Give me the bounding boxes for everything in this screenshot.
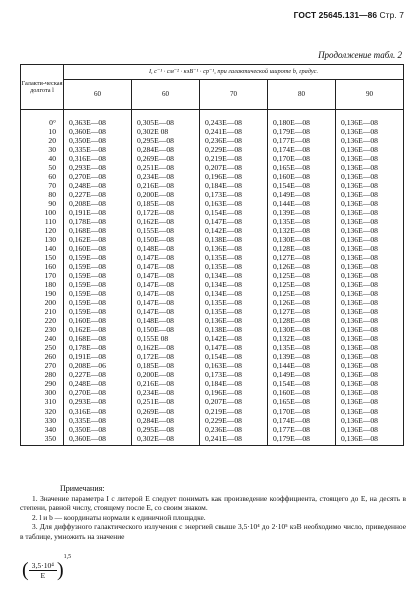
intensity-cell: 0,136E—08 [336, 127, 404, 136]
table-row [21, 127, 404, 136]
intensity-cell: 0,251E—08 [132, 163, 200, 172]
table-row [21, 407, 404, 416]
table-row [21, 199, 404, 208]
intensity-cell: 0,160E—08 [64, 244, 132, 253]
table-row [21, 181, 404, 190]
longitude-cell: 200 [21, 298, 64, 307]
table-continuation-label: Продолжение табл. 2 [318, 50, 402, 60]
table-row [21, 217, 404, 226]
intensity-cell: 0,196E—08 [200, 388, 268, 397]
intensity-cell: 0,159E—08 [64, 298, 132, 307]
table-row [21, 271, 404, 280]
intensity-cell: 0,196E—08 [200, 172, 268, 181]
intensity-cell: 0,229E—08 [200, 145, 268, 154]
intensity-cell: 0,136E—08 [336, 181, 404, 190]
right-paren: ) [56, 559, 64, 582]
longitude-cell: 320 [21, 407, 64, 416]
intensity-cell: 0,136E—08 [336, 416, 404, 425]
intensity-cell: 0,216E—08 [132, 181, 200, 190]
table-row [21, 163, 404, 172]
intensity-cell: 0,284E—08 [132, 416, 200, 425]
intensity-cell: 0,293E—08 [64, 397, 132, 406]
intensity-cell: 0,139E—08 [268, 208, 336, 217]
intensity-cell: 0,136E—08 [336, 262, 404, 271]
table-row [21, 307, 404, 316]
table-row [21, 262, 404, 271]
intensity-cell: 0,128E—08 [268, 244, 336, 253]
table-row [21, 208, 404, 217]
intensity-cell: 0,159E—08 [64, 280, 132, 289]
longitude-cell: 230 [21, 325, 64, 334]
table-row [21, 352, 404, 361]
intensity-cell: 0,142E—08 [200, 334, 268, 343]
intensity-cell: 0,138E—08 [200, 325, 268, 334]
intensity-cell: 0,147E—08 [132, 307, 200, 316]
intensity-cell: 0,154E—08 [268, 181, 336, 190]
intensity-cell: 0,136E—08 [336, 136, 404, 145]
intensity-cell: 0,159E—08 [64, 307, 132, 316]
intensity-cell: 0,135E—08 [268, 343, 336, 352]
intensity-cell: 0,163E—08 [200, 361, 268, 370]
intensity-cell: 0,165E—08 [268, 163, 336, 172]
intensity-cell: 0,241E—08 [200, 127, 268, 136]
table-row [21, 136, 404, 145]
longitude-cell: 220 [21, 316, 64, 325]
intensity-cell: 0,179E—08 [268, 127, 336, 136]
multiplier-formula [22, 554, 71, 581]
longitude-cell: 160 [21, 262, 64, 271]
intensity-cell: 0,136E—08 [336, 280, 404, 289]
intensity-cell: 0,173E—08 [200, 190, 268, 199]
intensity-cell: 0,136E—08 [336, 253, 404, 262]
longitude-cell: 150 [21, 253, 64, 262]
intensity-cell: 0,363E—08 [64, 110, 132, 128]
intensity-cell: 0,302E 08 [132, 127, 200, 136]
longitude-cell: 50 [21, 163, 64, 172]
table-body [21, 110, 404, 446]
longitude-cell: 300 [21, 388, 64, 397]
left-paren: ( [22, 559, 29, 582]
table-row [21, 235, 404, 244]
intensity-cell: 0,125E—08 [268, 289, 336, 298]
intensity-cell: 0,168E—08 [64, 226, 132, 235]
intensity-cell: 0,335E—08 [64, 416, 132, 425]
page-header [294, 10, 404, 20]
intensity-cell: 0,208E—08 [64, 199, 132, 208]
longitude-cell: 90 [21, 199, 64, 208]
intensity-cell: 0,200E—08 [132, 370, 200, 379]
intensity-cell: 0,147E—08 [132, 262, 200, 271]
intensity-cell: 0,135E—08 [200, 253, 268, 262]
intensity-cell: 0,139E—08 [268, 352, 336, 361]
longitude-cell: 330 [21, 416, 64, 425]
intensity-cell: 0,136E—08 [336, 244, 404, 253]
intensity-cell: 0,178E—08 [64, 343, 132, 352]
table-row [21, 145, 404, 154]
longitude-cell: 60 [21, 172, 64, 181]
longitude-cell: 290 [21, 379, 64, 388]
note-item: 3. Для диффузного галактического излучения с энергией свыше 3,5·10⁴ до 2·10⁵ кэВ необходимо число, приведенное в таблице, умножить на значение [20, 522, 406, 541]
longitude-cell: 10 [21, 127, 64, 136]
intensity-cell: 0,207E—08 [200, 163, 268, 172]
intensity-cell: 0,147E—08 [200, 217, 268, 226]
intensity-cell: 0,136E—08 [336, 407, 404, 416]
intensity-cell: 0,316E—08 [64, 154, 132, 163]
intensity-cell: 0,185E—08 [132, 361, 200, 370]
intensity-cell: 0,148E—08 [132, 244, 200, 253]
longitude-cell: 0° [21, 110, 64, 128]
intensity-cell: 0,160E—08 [268, 172, 336, 181]
intensity-cell: 0,191E—08 [64, 208, 132, 217]
intensity-cell: 0,135E—08 [200, 262, 268, 271]
table-row [21, 416, 404, 425]
intensity-cell: 0,243E—08 [200, 110, 268, 128]
intensity-cell: 0,295E—08 [132, 136, 200, 145]
intensity-cell: 0,180E—08 [268, 110, 336, 128]
longitude-cell: 250 [21, 343, 64, 352]
latitude-header: 80 [268, 80, 336, 110]
table-row [21, 244, 404, 253]
intensity-cell: 0,148E—08 [132, 316, 200, 325]
intensity-cell: 0,136E—08 [336, 325, 404, 334]
intensity-cell: 0,170E—08 [268, 407, 336, 416]
intensity-cell: 0,126E—08 [268, 298, 336, 307]
intensity-cell: 0,150E—08 [132, 325, 200, 334]
intensity-cell: 0,184E—08 [200, 181, 268, 190]
latitude-header: 70 [200, 80, 268, 110]
intensity-cell: 0,284E—08 [132, 145, 200, 154]
longitude-cell: 30 [21, 145, 64, 154]
intensity-cell: 0,147E—08 [132, 289, 200, 298]
intensity-cell: 0,127E—08 [268, 253, 336, 262]
intensity-cell: 0,251E—08 [132, 397, 200, 406]
intensity-cell: 0,136E—08 [336, 379, 404, 388]
notes-section [20, 484, 406, 542]
intensity-cell: 0,132E—08 [268, 226, 336, 235]
longitude-cell: 180 [21, 280, 64, 289]
table-row [21, 361, 404, 370]
table-row [21, 370, 404, 379]
intensity-table [20, 64, 404, 446]
intensity-cell: 0,125E—08 [268, 280, 336, 289]
intensity-cell: 0,174E—08 [268, 416, 336, 425]
intensity-cell: 0,155E 08 [132, 334, 200, 343]
latitude-header: 60 [132, 80, 200, 110]
table-row [21, 253, 404, 262]
intensity-cell: 0,185E—08 [132, 199, 200, 208]
longitude-cell: 20 [21, 136, 64, 145]
intensity-cell: 0,142E—08 [200, 226, 268, 235]
intensity-cell: 0,136E—08 [336, 154, 404, 163]
intensity-cell: 0,136E—08 [336, 434, 404, 446]
intensity-cell: 0,174E—08 [268, 145, 336, 154]
intensity-cell: 0,136E—08 [200, 316, 268, 325]
intensity-cell: 0,234E—08 [132, 388, 200, 397]
table-row [21, 289, 404, 298]
longitude-cell: 310 [21, 397, 64, 406]
intensity-cell: 0,162E—08 [132, 217, 200, 226]
intensity-cell: 0,136E—08 [336, 334, 404, 343]
intensity-cell: 0,135E—08 [200, 307, 268, 316]
latitude-header: 60 [64, 80, 132, 110]
intensity-cell: 0,360E—08 [64, 434, 132, 446]
longitude-cell: 350 [21, 434, 64, 446]
intensity-cell: 0,125E—08 [268, 271, 336, 280]
formula-denominator: E [40, 570, 46, 580]
standard-number: ГОСТ 25645.131—86 [293, 10, 378, 20]
longitude-cell: 340 [21, 425, 64, 434]
intensity-cell: 0,227E—08 [64, 190, 132, 199]
intensity-cell: 0,130E—08 [268, 325, 336, 334]
intensity-cell: 0,241E—08 [200, 434, 268, 446]
intensity-cell: 0,293E—08 [64, 163, 132, 172]
table-row [21, 379, 404, 388]
intensity-cell: 0,162E—08 [132, 343, 200, 352]
intensity-cell: 0,147E—08 [132, 271, 200, 280]
intensity-cell: 0,126E—08 [268, 262, 336, 271]
intensity-cell: 0,305E—08 [132, 110, 200, 128]
intensity-cell: 0,136E—08 [336, 289, 404, 298]
intensity-cell: 0,170E—08 [268, 154, 336, 163]
longitude-cell: 170 [21, 271, 64, 280]
intensity-cell: 0,159E—08 [64, 262, 132, 271]
intensity-cell: 0,136E—08 [336, 343, 404, 352]
intensity-cell: 0,136E—08 [336, 190, 404, 199]
intensity-cell: 0,236E—08 [200, 136, 268, 145]
intensity-cell: 0,147E—08 [200, 343, 268, 352]
intensity-cell: 0,216E—08 [132, 379, 200, 388]
longitude-cell: 120 [21, 226, 64, 235]
intensity-cell: 0,147E—08 [132, 253, 200, 262]
page-number: Стр. 7 [379, 10, 404, 20]
intensity-cell: 0,149E—08 [268, 370, 336, 379]
intensity-cell: 0,227E—08 [64, 370, 132, 379]
intensity-cell: 0,154E—08 [200, 352, 268, 361]
intensity-cell: 0,159E—08 [64, 253, 132, 262]
intensity-cell: 0,350E—08 [64, 425, 132, 434]
intensity-cell: 0,136E—08 [200, 244, 268, 253]
note-item: 1. Значение параметра I с литерой E следует понимать как произведение коэффициента, стоящего до E, на десять в степени, равной числу, стоящему после E, со своим знаком. [20, 493, 406, 513]
intensity-cell: 0,159E—08 [64, 289, 132, 298]
intensity-cell: 0,136E—08 [336, 217, 404, 226]
intensity-cell: 0,136E—08 [336, 307, 404, 316]
intensity-cell: 0,149E—08 [268, 190, 336, 199]
intensity-cell: 0,132E—08 [268, 334, 336, 343]
formula-numerator: 3,5·10⁴ [29, 561, 57, 571]
intensity-cell: 0,295E—08 [132, 425, 200, 434]
longitude-cell: 100 [21, 208, 64, 217]
intensity-cell: 0,177E—08 [268, 136, 336, 145]
intensity-cell: 0,269E—08 [132, 154, 200, 163]
intensity-cell: 0,360E—08 [64, 127, 132, 136]
intensity-cell: 0,177E—08 [268, 425, 336, 434]
intensity-cell: 0,159E—08 [64, 271, 132, 280]
note-item: 2. l и b — координаты нормали к единичной площадке. [32, 512, 206, 522]
longitude-cell: 40 [21, 154, 64, 163]
longitude-cell: 240 [21, 334, 64, 343]
intensity-cell: 0,147E—08 [132, 280, 200, 289]
intensity-cell: 0,136E—08 [336, 388, 404, 397]
table-row [21, 298, 404, 307]
intensity-cell: 0,136E—08 [336, 298, 404, 307]
intensity-cell: 0,208E—06 [64, 361, 132, 370]
intensity-cell: 0,136E—08 [336, 208, 404, 217]
intensity-cell: 0,179E—08 [268, 434, 336, 446]
intensity-cell: 0,350E—08 [64, 136, 132, 145]
intensity-cell: 0,150E—08 [132, 235, 200, 244]
intensity-cell: 0,130E—08 [268, 235, 336, 244]
intensity-cell: 0,136E—08 [336, 199, 404, 208]
intensity-cell: 0,136E—08 [336, 352, 404, 361]
intensity-cell: 0,136E—08 [336, 110, 404, 128]
intensity-cell: 0,136E—08 [336, 316, 404, 325]
intensity-cell: 0,154E—08 [268, 379, 336, 388]
intensity-cell: 0,136E—08 [336, 361, 404, 370]
intensity-cell: 0,335E—08 [64, 145, 132, 154]
intensity-cell: 0,173E—08 [200, 370, 268, 379]
intensity-cell: 0,162E—08 [64, 325, 132, 334]
intensity-cell: 0,155E—08 [132, 226, 200, 235]
intensity-cell: 0,163E—08 [200, 199, 268, 208]
intensity-cell: 0,165E—08 [268, 397, 336, 406]
intensity-cell: 0,147E—08 [132, 298, 200, 307]
intensity-cell: 0,127E—08 [268, 307, 336, 316]
intensity-cell: 0,178E—08 [64, 217, 132, 226]
intensity-cell: 0,136E—08 [336, 145, 404, 154]
latitude-header: 90 [336, 80, 404, 110]
formula-fraction [29, 561, 57, 580]
intensity-cell: 0,248E—08 [64, 379, 132, 388]
table-row [21, 172, 404, 181]
intensity-cell: 0,191E—08 [64, 352, 132, 361]
table-row [21, 325, 404, 334]
longitude-cell: 70 [21, 181, 64, 190]
longitude-cell: 80 [21, 190, 64, 199]
intensity-cell: 0,134E—08 [200, 271, 268, 280]
table-row [21, 190, 404, 199]
intensity-cell: 0,134E—08 [200, 289, 268, 298]
intensity-cell: 0,134E—08 [200, 280, 268, 289]
longitude-column-header: Галакти-ческая долгота l [21, 65, 64, 110]
intensity-cell: 0,162E—08 [64, 235, 132, 244]
table-row [21, 397, 404, 406]
intensity-cell: 0,136E—08 [336, 271, 404, 280]
intensity-cell: 0,269E—08 [132, 407, 200, 416]
longitude-cell: 280 [21, 370, 64, 379]
intensity-cell: 0,135E—08 [268, 217, 336, 226]
table-row [21, 110, 404, 128]
intensity-cell: 0,136E—08 [336, 226, 404, 235]
table-row [21, 425, 404, 434]
longitude-cell: 260 [21, 352, 64, 361]
intensity-cell: 0,128E—08 [268, 316, 336, 325]
longitude-cell: 210 [21, 307, 64, 316]
intensity-cell: 0,136E—08 [336, 172, 404, 181]
table-row [21, 226, 404, 235]
longitude-cell: 140 [21, 244, 64, 253]
intensity-cell: 0,302E—08 [132, 434, 200, 446]
intensity-cell: 0,136E—08 [336, 397, 404, 406]
intensity-cell: 0,144E—08 [268, 199, 336, 208]
intensity-cell: 0,144E—08 [268, 361, 336, 370]
table-row [21, 434, 404, 446]
intensity-cell: 0,172E—08 [132, 352, 200, 361]
intensity-cell: 0,172E—08 [132, 208, 200, 217]
intensity-cell: 0,200E—08 [132, 190, 200, 199]
longitude-cell: 190 [21, 289, 64, 298]
notes-title: Примечания: [60, 484, 105, 493]
intensity-cell: 0,219E—08 [200, 154, 268, 163]
intensity-cell: 0,154E—08 [200, 208, 268, 217]
longitude-cell: 130 [21, 235, 64, 244]
formula-exponent: 1,5 [63, 554, 72, 560]
intensity-cell: 0,136E—08 [336, 163, 404, 172]
intensity-cell: 0,270E—08 [64, 388, 132, 397]
intensity-cell: 0,160E—08 [268, 388, 336, 397]
intensity-cell: 0,236E—08 [200, 425, 268, 434]
intensity-cell: 0,234E—08 [132, 172, 200, 181]
table-row [21, 154, 404, 163]
table-row [21, 343, 404, 352]
intensity-cell: 0,160E—08 [64, 316, 132, 325]
table-row [21, 334, 404, 343]
intensity-cell: 0,248E—08 [64, 181, 132, 190]
intensity-cell: 0,316E—08 [64, 407, 132, 416]
intensity-cell: 0,229E—08 [200, 416, 268, 425]
longitude-cell: 270 [21, 361, 64, 370]
intensity-cell: 0,136E—08 [336, 235, 404, 244]
table-row [21, 388, 404, 397]
intensity-column-group-header: I, с⁻¹ · см⁻² · кэВ⁻¹ · ср⁻¹, при галактической широте b, градус. [64, 65, 404, 80]
table-row [21, 316, 404, 325]
intensity-cell: 0,138E—08 [200, 235, 268, 244]
intensity-cell: 0,136E—08 [336, 425, 404, 434]
intensity-cell: 0,219E—08 [200, 407, 268, 416]
intensity-cell: 0,136E—08 [336, 370, 404, 379]
intensity-cell: 0,207E—08 [200, 397, 268, 406]
table-row [21, 280, 404, 289]
intensity-cell: 0,135E—08 [200, 298, 268, 307]
longitude-cell: 110 [21, 217, 64, 226]
intensity-cell: 0,270E—08 [64, 172, 132, 181]
intensity-cell: 0,168E—08 [64, 334, 132, 343]
intensity-cell: 0,184E—08 [200, 379, 268, 388]
